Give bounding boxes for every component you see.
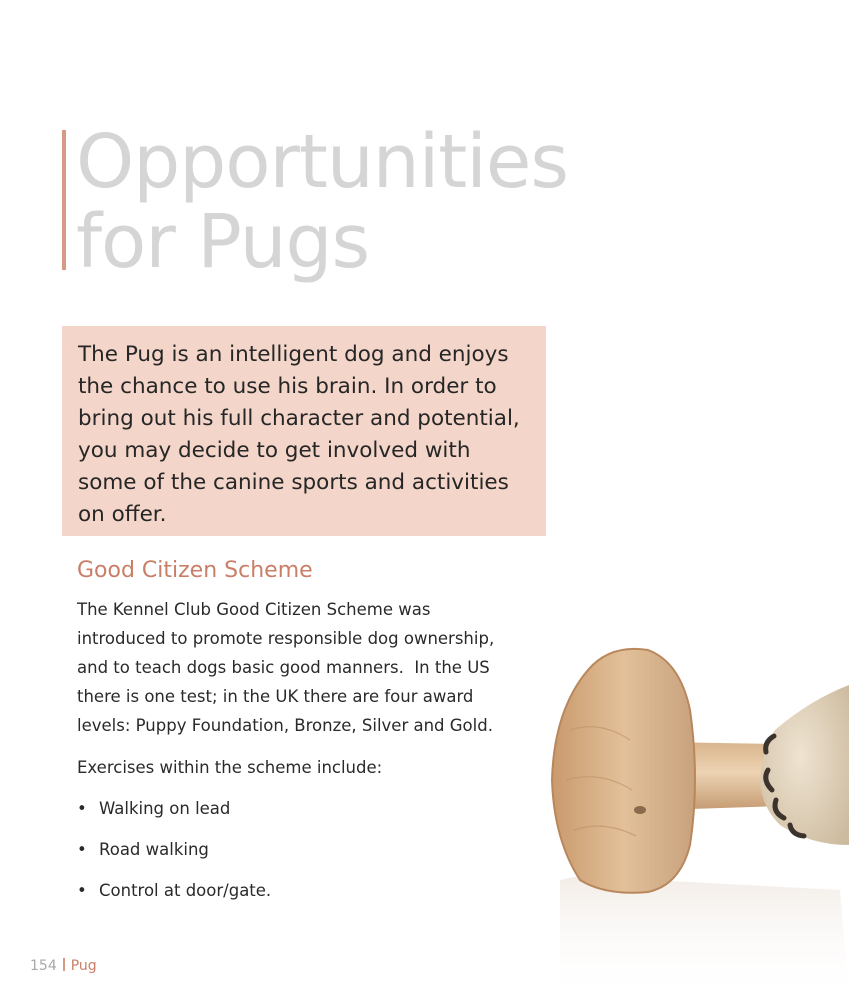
paragraph-line-4: there is one test; in the UK there are four award <box>77 687 474 706</box>
list-item <box>77 876 271 917</box>
page-title-line-2: for Pugs <box>76 199 370 285</box>
title-accent-bar <box>62 130 66 270</box>
page-number: 154 <box>30 958 57 974</box>
paragraph-line-3: and to teach dogs basic good manners. In the US <box>77 658 490 677</box>
exercises-intro: Exercises within the scheme include: <box>77 758 383 777</box>
page-title <box>76 119 568 285</box>
list-item <box>77 794 271 835</box>
intro-callout: The Pug is an intelligent dog and enjoys the chance to use his brain. In order to bring out his full character and potential, you may decide to get involved with some of the canine sports and activities on offer. <box>62 326 546 536</box>
paragraph-line-2: introduced to promote responsible dog ownership, <box>77 629 495 648</box>
footer-separator <box>63 958 65 971</box>
list-item-text: Road walking <box>99 840 209 859</box>
dog-paw <box>760 685 849 845</box>
table-reflection <box>560 875 849 1000</box>
list-item <box>77 835 271 876</box>
page-footer <box>30 958 97 974</box>
paragraph-line-1: The Kennel Club Good Citizen Scheme was <box>77 600 431 619</box>
bullet-icon: • <box>77 881 87 900</box>
page-title-line-1: Opportunities <box>76 119 568 205</box>
paragraph-line-5: levels: Puppy Foundation, Bronze, Silver and Gold. <box>77 716 493 735</box>
dumbbell-and-paw-photo <box>540 630 849 1000</box>
section-paragraph <box>77 595 537 740</box>
section-heading: Good Citizen Scheme <box>77 558 313 583</box>
bullet-icon: • <box>77 840 87 859</box>
exercise-list <box>77 794 271 917</box>
list-item-text: Control at door/gate. <box>99 881 272 900</box>
book-title: Pug <box>70 958 97 974</box>
bullet-icon: • <box>77 799 87 818</box>
list-item-text: Walking on lead <box>99 799 231 818</box>
dumbbell-head <box>552 649 695 893</box>
